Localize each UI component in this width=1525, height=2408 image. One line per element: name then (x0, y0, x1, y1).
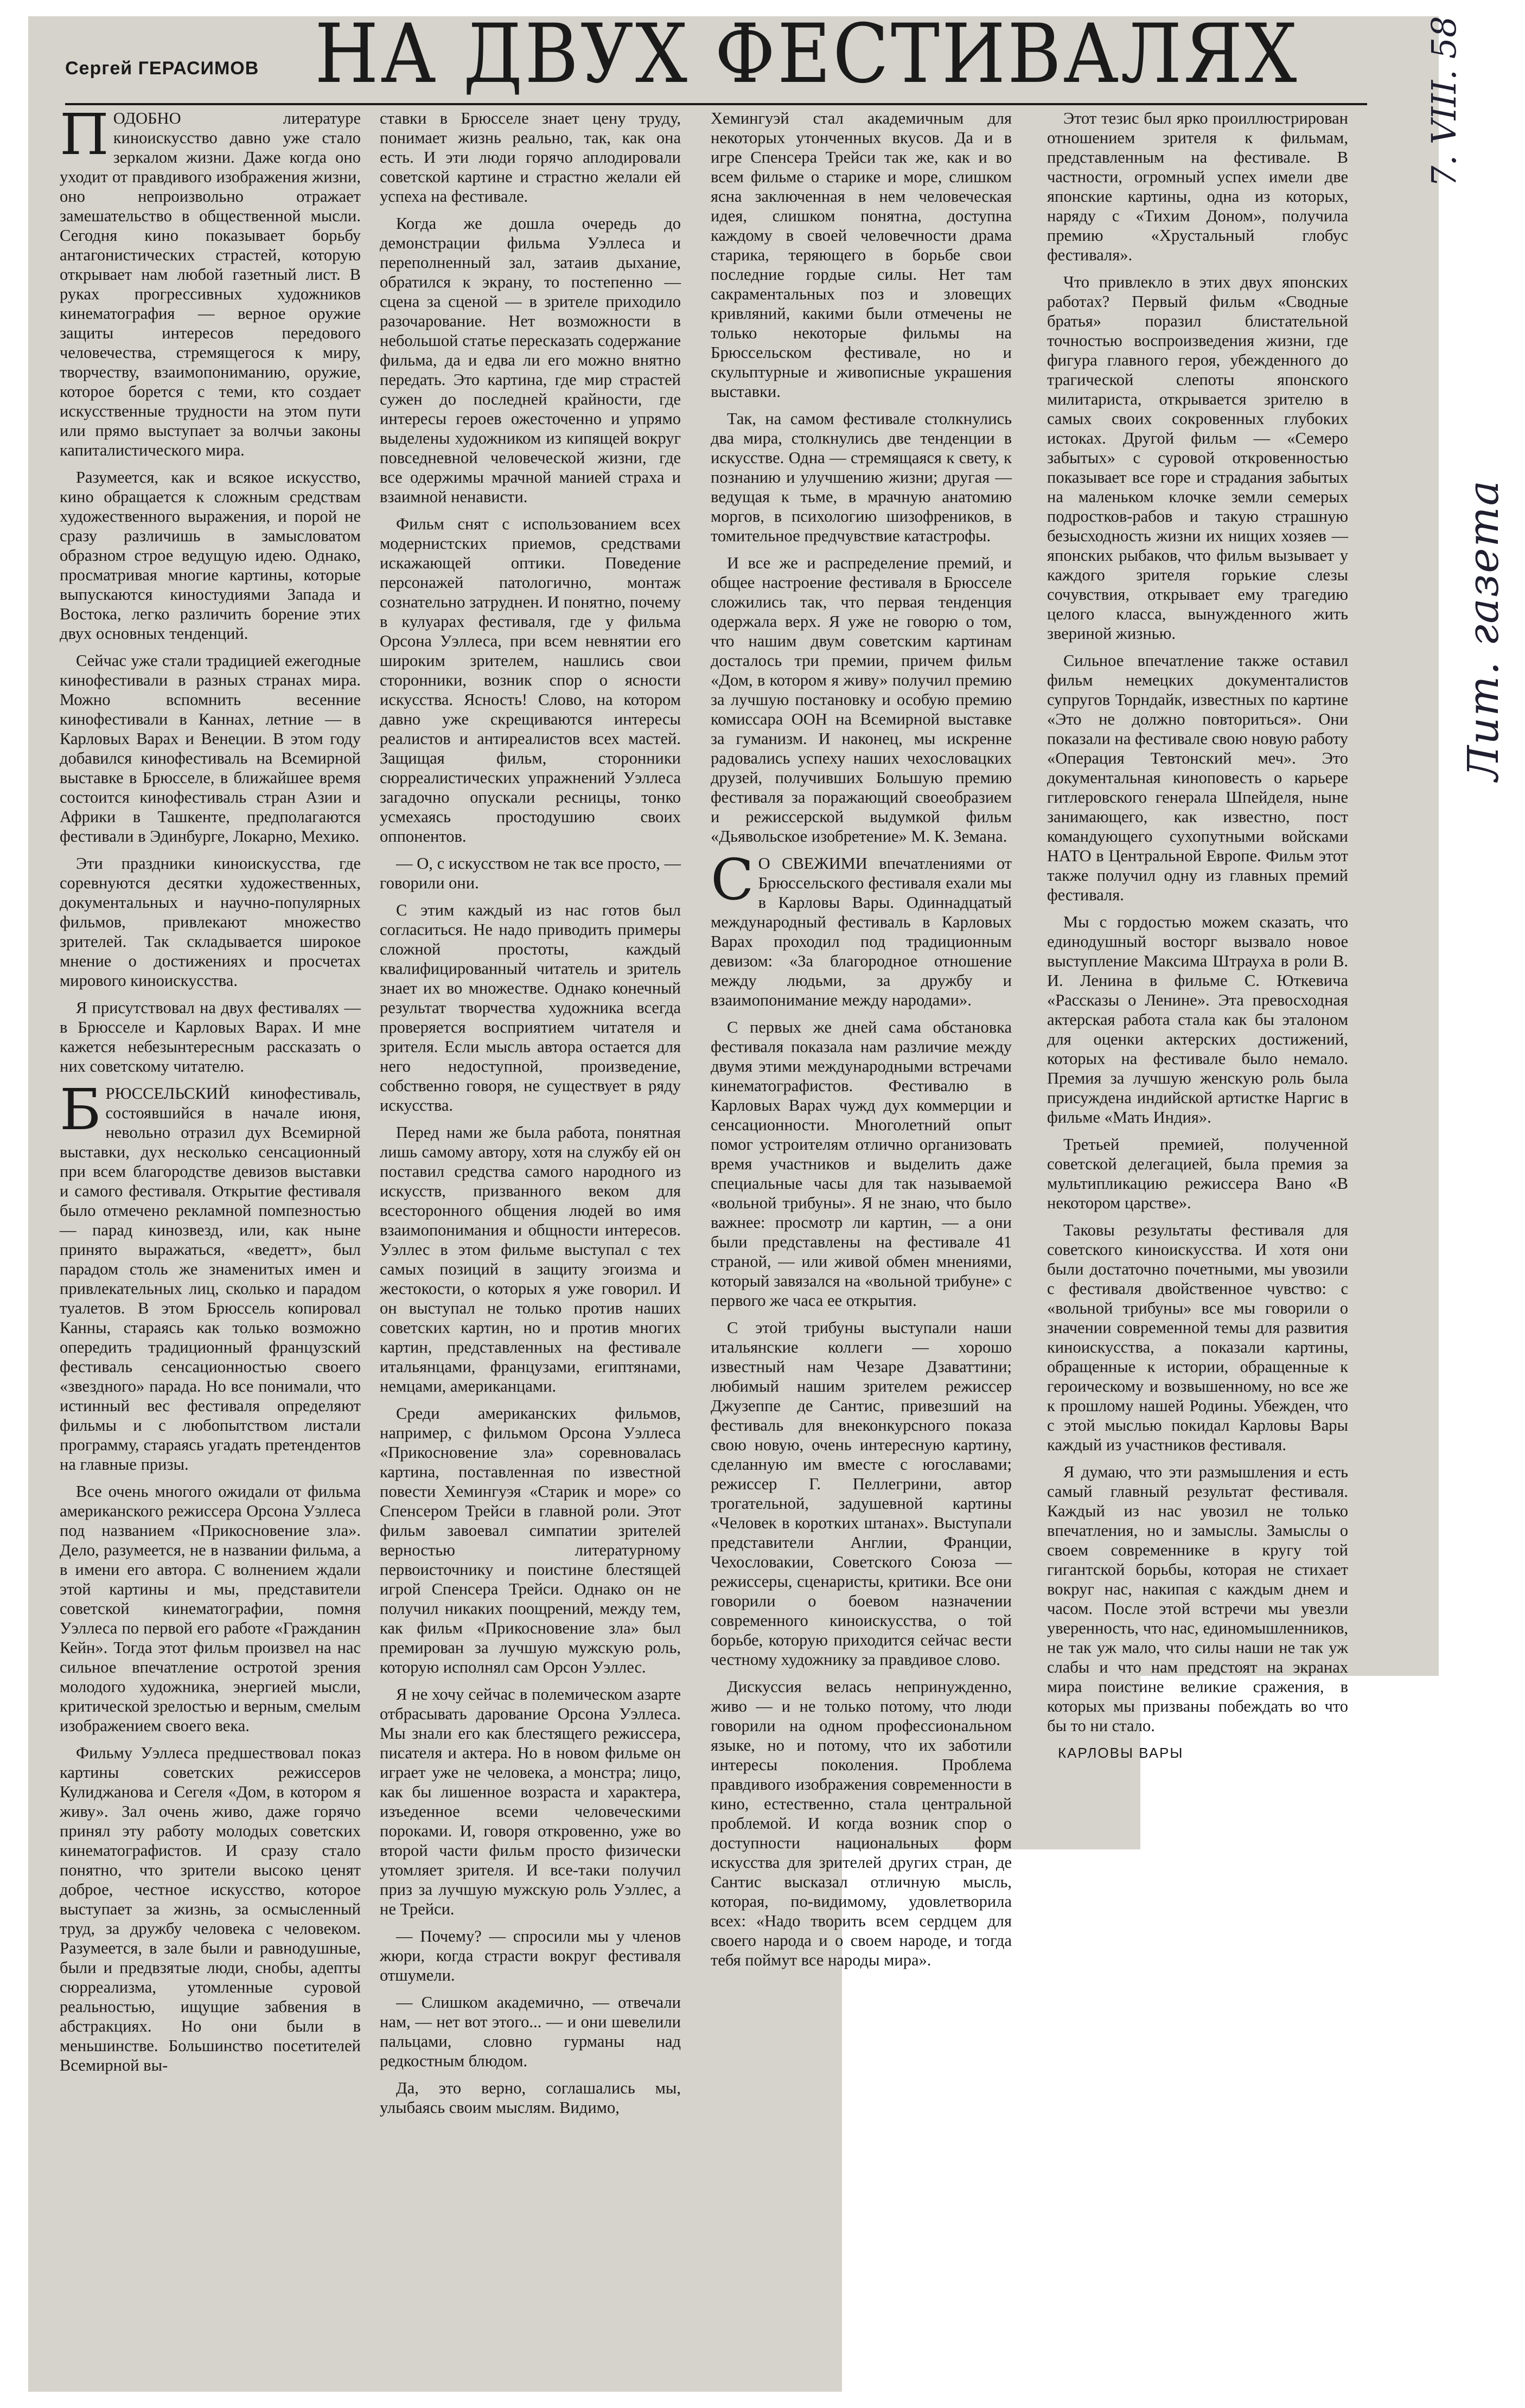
paragraph (60, 998, 361, 1076)
paragraph (380, 1685, 681, 1919)
paragraph (1047, 1220, 1348, 1455)
paragraph (380, 514, 681, 846)
paragraph-text: Да, это верно, соглашались мы, улыбаясь своим мыслям. Видимо, (380, 2079, 681, 2117)
paragraph-text: Я присутствовал на двух фестивалях — в Брюсселе и Карловых Варах. И мне кажется небезынтересным рассказать о них советскому читателю. (60, 998, 361, 1075)
paragraph-text: Сейчас уже стали традицией ежегодные кинофестивали в разных странах мира. Можно вспомнить весенние кинофестивали в Каннах, летние — в Карловых Варах и Венеции. В этом году добавился кинофестиваль на Всемирной выставке в Брюсселе, в ближайшее время состоится кинофестиваль стран Азии и Африки в Ташкенте, предполагаются фестивали в Эдинбурге, Локарно, Мехико. (60, 651, 361, 846)
paragraph (380, 214, 681, 507)
paragraph (1047, 651, 1348, 905)
drop-cap: С (711, 847, 754, 913)
paragraph-text: С первых же дней сама обстановка фестиваля показала нам различие между двумя этими международными встречами кинематографистов. Фестивалю в Карловых Варах чужд дух коммерции и сенсационности. Многолетний опыт помог устроителям отлично организовать время участников и выделить даже специальные часы для так называемой «вольной трибуны». Я не знаю, что было важнее: просмотр ли картин, — а они были представлены на фестивале 41 страной, — или живой обмен мнениями, который завязался на «вольной трибуне» с первого же часа ее открытия. (711, 1018, 1012, 1310)
paragraph (60, 467, 361, 643)
headline: НА ДВУХ ФЕСТИВАЛЯХ (315, 7, 1299, 101)
paragraph-text: Все очень многого ожидали от фильма американского режиссера Орсона Уэллеса под названием «Прикосновение зла». Дело, разумеется, не в названии фильма, а в имени его автора. С волнением ждали этой картины и мы, представители советской кинематографии, помня Уэллеса по первой его работе «Гражданин Кейн». Тогда этот фильм произвел на нас сильное впечатление остротой зрения молодого художника, энергией мысли, критической зрелостью и верным, смелым изображением своего века. (60, 1482, 361, 1735)
paragraph (380, 854, 681, 893)
paragraph-text: Когда же дошла очередь до демонстрации фильма Уэллеса и переполненный зал, затаив дыхание, обратился к экрану, то постепенно — сцена за сценой — в зрителе приходило разочарование. Нет возможности в небольшой статье пересказать содержание фильма, да и едва ли его можно внятно передать. Это картина, где мир страстей сужен до последней крайности, где интересы героев ожесточенно и упрямо выделены художником из кипящей вокруг повседневной человеческой жизни, где все одержимы мрачной манией страха и взаимной ненависти. (380, 214, 681, 506)
article-column-2 (380, 108, 681, 2375)
paragraph-text: С этой трибуны выступали наши итальянские коллеги — хорошо известный нам Чезаре Дзаваттини; любимый нашим зрителем режиссер Джузеппе де Сантис, привезший на фестиваль для внеконкурсного показа свою новую, очень интересную картину, сделанную им вместе с югославами; режиссер Г. Пеллегрини, автор трогательной, задушевной картины «Человек в коротких штанах». Выступали представители Англии, Франции, Чехословакии, Советского Союза — режиссеры, сценаристы, критики. Все они говорили о боевом назначении современного киноискусства, о той борьбе, которую приходится сейчас вести честному художнику за правдивое слово. (711, 1318, 1012, 1669)
article-column-3 (711, 108, 1012, 1969)
paragraph (60, 1077, 361, 1474)
paragraph (380, 900, 681, 1115)
paragraph (711, 1677, 1012, 1970)
article-column-4 (1047, 108, 1348, 1761)
header-rule (65, 103, 1367, 105)
paragraph (380, 1123, 681, 1396)
paragraph-text: ставки в Брюсселе знает цену труду, понимает жизнь реально, так, как она есть. И эти люди горячо аплодировали советской картине и страстно желали ей успеха на фестивале. (380, 109, 681, 206)
paragraph-text: Дискуссия велась непринужденно, живо — и не только потому, что люди говорили на одном профессиональном языке, но и потому, что их заботили интересы поколения. Проблема правдивого изображения современности в кино, естественно, стала центральной проблемой. И когда возник спор о доступности национальных форм искусства для зрителей других стран, де Сантис высказал отличную мысль, которая, по-видимому, удовлетворила всех: «Надо творить всем сердцем для своего народа и о своем народе, и тогда тебя поймут все народы мира». (711, 1677, 1012, 1969)
paragraph (60, 651, 361, 846)
paragraph (380, 1993, 681, 2071)
paragraph (1047, 108, 1348, 265)
paragraph (380, 2078, 681, 2117)
paragraph-text: С этим каждый из нас готов был согласиться. Не надо приводить примеры сложной простоты, каждый квалифицированный читатель и зритель знает их во множестве. Однако конечный результат творчества художника всегда проверяется восприятием читателя и зрителя. Если мысль автора остается для него недоступной, произведение, собственно говоря, не существует в ряду искусства. (380, 901, 681, 1115)
paragraph-text: — Слишком академично, — отвечали нам, — нет вот этого... — и они шевелили пальцами, словно гурманы над редкостным блюдом. (380, 1993, 681, 2070)
drop-cap: Б (60, 1077, 101, 1143)
paragraph (1047, 272, 1348, 643)
paragraph (60, 1482, 361, 1735)
paragraph-text: Что привлекло в этих двух японских работах? Первый фильм «Сводные братья» поразил блистательной точностью воспроизведения жизни, где фигура главного героя, убежденного до трагической слепоты японского милитариста, открывается зрителю в самых своих сокровенных глубоких истоках. Другой фильм — «Семеро забытых» с суровой откровенностью показывает все горе и страдания забытых на маленьком клочке земли семерых подростков-рабов и такую страшную безысходность жизни их нищих хозяев — японских рыбаков, что фильм вызывает у каждого зрителя горькие слезы сочувствия, открывает ему трагедию целого класса, вынужденного жить звериной жизнью. (1047, 273, 1348, 643)
paragraph (711, 409, 1012, 546)
dateline: КАРЛОВЫ ВАРЫ (1058, 1745, 1184, 1761)
paragraph (1047, 912, 1348, 1127)
paragraph-text: РЮССЕЛЬСКИЙ кинофестиваль, состоявшийся в начале июня, невольно отразил дух Всемирной выставки, дух несколько сенсационный при всем благородстве девизов выставки и самого фестиваля. Открытие фестиваля было отмечено рекламной помпезностью — парад кинозвезд, или, как ныне принято выражаться, «ведетт», был парадом столь же знаменитых имен и привлекательных лиц, сколько и парадом туалетов. В этом Брюссель копировал Канны, стараясь как только возможно опередить традиционный французский фестиваль сенсационностью своего «звездного» парада. Но все понимали, что истинный вес фестиваля определяют фильмы и с любопытством листали программу, стараясь угадать претендентов на главные призы. (60, 1084, 361, 1474)
paragraph-text: — О, с искусством не так все просто, — говорили они. (380, 854, 681, 892)
drop-cap: П (60, 101, 109, 168)
paragraph-text: Среди американских фильмов, например, с фильмом Орсона Уэллеса «Прикосновение зла» соревновалась картина, поставленная по известной повести Хемингуэя «Старик и море» со Спенсером Трейси в главной роли. Этот фильм завоевал симпатии зрителей верностью литературному первоисточнику и поистине блестящей игрой Спенсера Трейси. Однако он не получил никаких поощрений, между тем, как фильм «Прикосновение зла» был премирован за лучшую мужскую роль, которую исполнял сам Орсон Уэллес. (380, 1404, 681, 1676)
paragraph-text: Фильм снят с использованием всех модернистских приемов, средствами искажающей оптики. Поведение персонажей патологично, монтаж сознательно затруднен. И понятно, почему в кулуарах фестиваля, где у фильма Орсона Уэллеса, при всем невнятии его широким зрителем, нашлись свои сторонники, возник спор о ясности искусства. Ясность! Слово, на котором давно уже скрещиваются интересы реалистов и антиреалистов всех мастей. Защищая фильм, сторонники сюрреалистических упражнений Уэллеса загадочно опускали ресницы, тонко усмехаясь простодушию своих оппонентов. (380, 515, 681, 846)
paragraph (60, 101, 361, 460)
article-column-1 (60, 101, 361, 2375)
paragraph (711, 847, 1012, 1010)
paragraph-text: Третьей премией, полученной советской делегацией, была премия за мультипликацию режиссера Вано «В некотором царстве». (1047, 1135, 1348, 1212)
paragraph (711, 1017, 1012, 1310)
paragraph-text: — Почему? — спросили мы у членов жюри, когда страсти вокруг фестиваля отшумели. (380, 1927, 681, 1984)
handwritten-note: Лит. газета (1459, 479, 1508, 781)
paragraph (380, 1926, 681, 1985)
paragraph (380, 108, 681, 206)
paragraph-text: И все же и распределение премий, и общее настроение фестиваля в Брюсселе сложились так, что первая тенденция одержала верх. Я уже не говорю о том, что нашим двум советским картинам досталось три премии, причем фильм «Дом, в котором я живу» получил премию за лучшую постановку и особую премию комиссара ООН на Всемирной выставке за гуманизм. И наконец, мы искренне радовались успеху наших чехословацких друзей, получивших Большую премию фестиваля за поражающий своеобразием и режиссерской выдумкой фильм «Дьявольское изобретение» М. К. Земана. (711, 554, 1012, 846)
paragraph (711, 553, 1012, 846)
byline: Сергей ГЕРАСИМОВ (65, 58, 259, 79)
paragraph (711, 1318, 1012, 1669)
paragraph (711, 108, 1012, 401)
article-header (33, 8, 1389, 103)
paragraph-text: О СВЕЖИМИ впечатлениями от Брюссельского фестиваля ехали мы в Карловы Вары. Одиннадцатый международный фестиваль в Карловых Варах проходил под традиционным девизом: «За благородное отношение между людьми, за дружбу и взаимопонимание между народами». (711, 854, 1012, 1009)
paragraph-text: Мы с гордостью можем сказать, что единодушный восторг вызвало новое выступление Максима Штрауха в роли В. И. Ленина в фильме С. Юткевича «Рассказы о Ленине». Эта превосходная актерская работа стала как бы эталоном для оценки актерских достижений, которых на фестивале было немало. Премия за лучшую женскую роль была присуждена индийской артистке Наргис в фильме «Мать Индия». (1047, 913, 1348, 1126)
paragraph (60, 854, 361, 990)
paragraph (60, 1743, 361, 2075)
paragraph-text: Перед нами же была работа, понятная лишь самому автору, хотя на службу ей он поставил средства самого народного из искусств, призванного веком для всесторонного общения людей во имя взаимопонимания и общности интересов. Уэллес в этом фильме выступал с тех самых позиций в защиту эгоизма и жестокости, о которых я уже говорил. И он выступал не только против наших советских картин, но и против многих картин, представленных на фестивале итальянцами, французами, египтянами, немцами, американцами. (380, 1123, 681, 1395)
paragraph-text: Фильму Уэллеса предшествовал показ картины советских режиссеров Кулиджанова и Сегеля «Дом, в котором я живу». Зал очень живо, даже горячо принял эту работу молодых советских кинематографистов. И сразу стало понятно, что зрители высоко ценят доброе, честное искусство, которое выступает за жизнь, за осмысленный труд, за дружбу человека с человеком. Разумеется, в зале были и равнодушные, были и предвзятые люди, снобы, адепты сюрреализма, утомленные суровой реальностью, ищущие забвения в абстракциях. Но они были в меньшинстве. Большинство посетителей Всемирной вы- (60, 1744, 361, 2074)
paragraph-text: Таковы результаты фестиваля для советского киноискусства. И хотя они были достаточно почетными, мы увозили с фестиваля двойственное чувство: с «вольной трибуны» все мы говорили о значении современной темы для развития киноискусства, а показали картины, обращенные к истории, обращенные к героическому и возвышенному, но все же к прошлому нашей Родины. Убежден, что с этой мыслью покидал Карловы Вары каждый из участников фестиваля. (1047, 1221, 1348, 1454)
handwritten-date: 7. VIII. 58 (1424, 16, 1464, 188)
paragraph (1047, 1135, 1348, 1213)
paragraph-text: Хемингуэй стал академичным для некоторых утонченных вкусов. Да и в игре Спенсера Трейси так же, как и во всем фильме о старике и море, слишком ясна заключенная в нем человеческая идея, слишком понятна, доступна каждому в своей человечности драма старика, теряющего в борьбе свои последние гордые силы. Нет там сакраментальных поз и зловещих кривляний, какими были отмечены не только некоторые фильмы на Брюссельском фестивале, но и скульптурные и живописные украшения выставки. (711, 109, 1012, 401)
paragraph-text: Так, на самом фестивале столкнулись два мира, столкнулись две тенденции в искусстве. Одна — стремящаяся к свету, к познанию и улучшению жизни; другая — ведущая к тьме, в мрачную анатомию моргов, в психологию шизофреников, в томительное предчувствие катастрофы. (711, 409, 1012, 545)
paragraph-text: Я думаю, что эти размышления и есть самый главный результат фестиваля. Каждый из нас увозил не только впечатления, но и замыслы. Замыслы о своем современнике в кругу той гигантской борьбы, которая не стихает вокруг нас, накипая с каждым днем и часом. После этой встречи мы увезли уверенность, что нас, единомышленников, не так уж мало, что силы наши не так уж слабы и что нам предстоят на экранах мира поистине великие сражения, в которых мы призваны побеждать во что бы то ни стало. (1047, 1463, 1348, 1735)
paragraph-text: Эти праздники киноискусства, где соревнуются десятки художественных, документальных и научно-популярных фильмов, привлекают множество зрителей. Так складывается широкое мнение о достижениях и просчетах мирового киноискусства. (60, 854, 361, 990)
paragraph (1047, 1462, 1348, 1735)
paragraph-text: ОДОБНО литературе киноискусство давно уже стало зеркалом жизни. Даже когда оно уходит от правдивого изображения жизни, оно непроизвольно отражает замешательство в общественной мысли. Сегодня кино показывает борьбу антагонистических страстей, которую открывает нам любой газетный лист. В руках прогрессивных художников кинематография — верное оружие защиты интересов передового человечества, стремящегося к миру, творчеству, взаимопониманию, оружие, которое борется с теми, кто создает искусственные трудности на этом пути или прямо выступает за волчьи законы капиталистического мира. (60, 109, 361, 459)
paragraph (380, 1404, 681, 1677)
paragraph-text: Сильное впечатление также оставил фильм немецких документалистов супругов Торндайк, известных по картине «Это не должно повториться». Они показали на фестивале свою новую работу «Операция Тевтонский меч». Это документальная киноповесть о карьере гитлеровского генерала Шпейделя, ныне занимающего, как известно, пост командующего сухопутными войсками НАТО в Центральной Европе. Фильм этот также получил одну из главных премий фестиваля. (1047, 651, 1348, 904)
paragraph-text: Я не хочу сейчас в полемическом азарте отбрасывать дарование Орсона Уэллеса. Мы знали его как блестящего режиссера, писателя и актера. Но в новом фильме он играет уже не человека, а монстра; лицо, как бы лишенное возраста и характера, изъеденное всеми человеческими пороками. И, говоря откровенно, уже во второй части фильм просто физически утомляет зрителя. И все-таки получил приз за лучшую мужскую роль Уэллес, а не Трейси. (380, 1685, 681, 1918)
paragraph-text: Этот тезис был ярко проиллюстрирован отношением зрителя к фильмам, представленным на фестивале. В частности, огромный успех имели две японские картины, одна из которых, наряду с «Тихим Доном», получила премию «Хрустальный глобус фестиваля». (1047, 109, 1348, 264)
paragraph-text: Разумеется, как и всякое искусство, кино обращается к сложным средствам художественного выражения, и порой не сразу различишь в замысловатом образном строе ведущую идею. Однако, просматривая многие картины, которые выпускаются киностудиями Запада и Востока, легко различить борение этих двух основных тенденций. (60, 468, 361, 643)
